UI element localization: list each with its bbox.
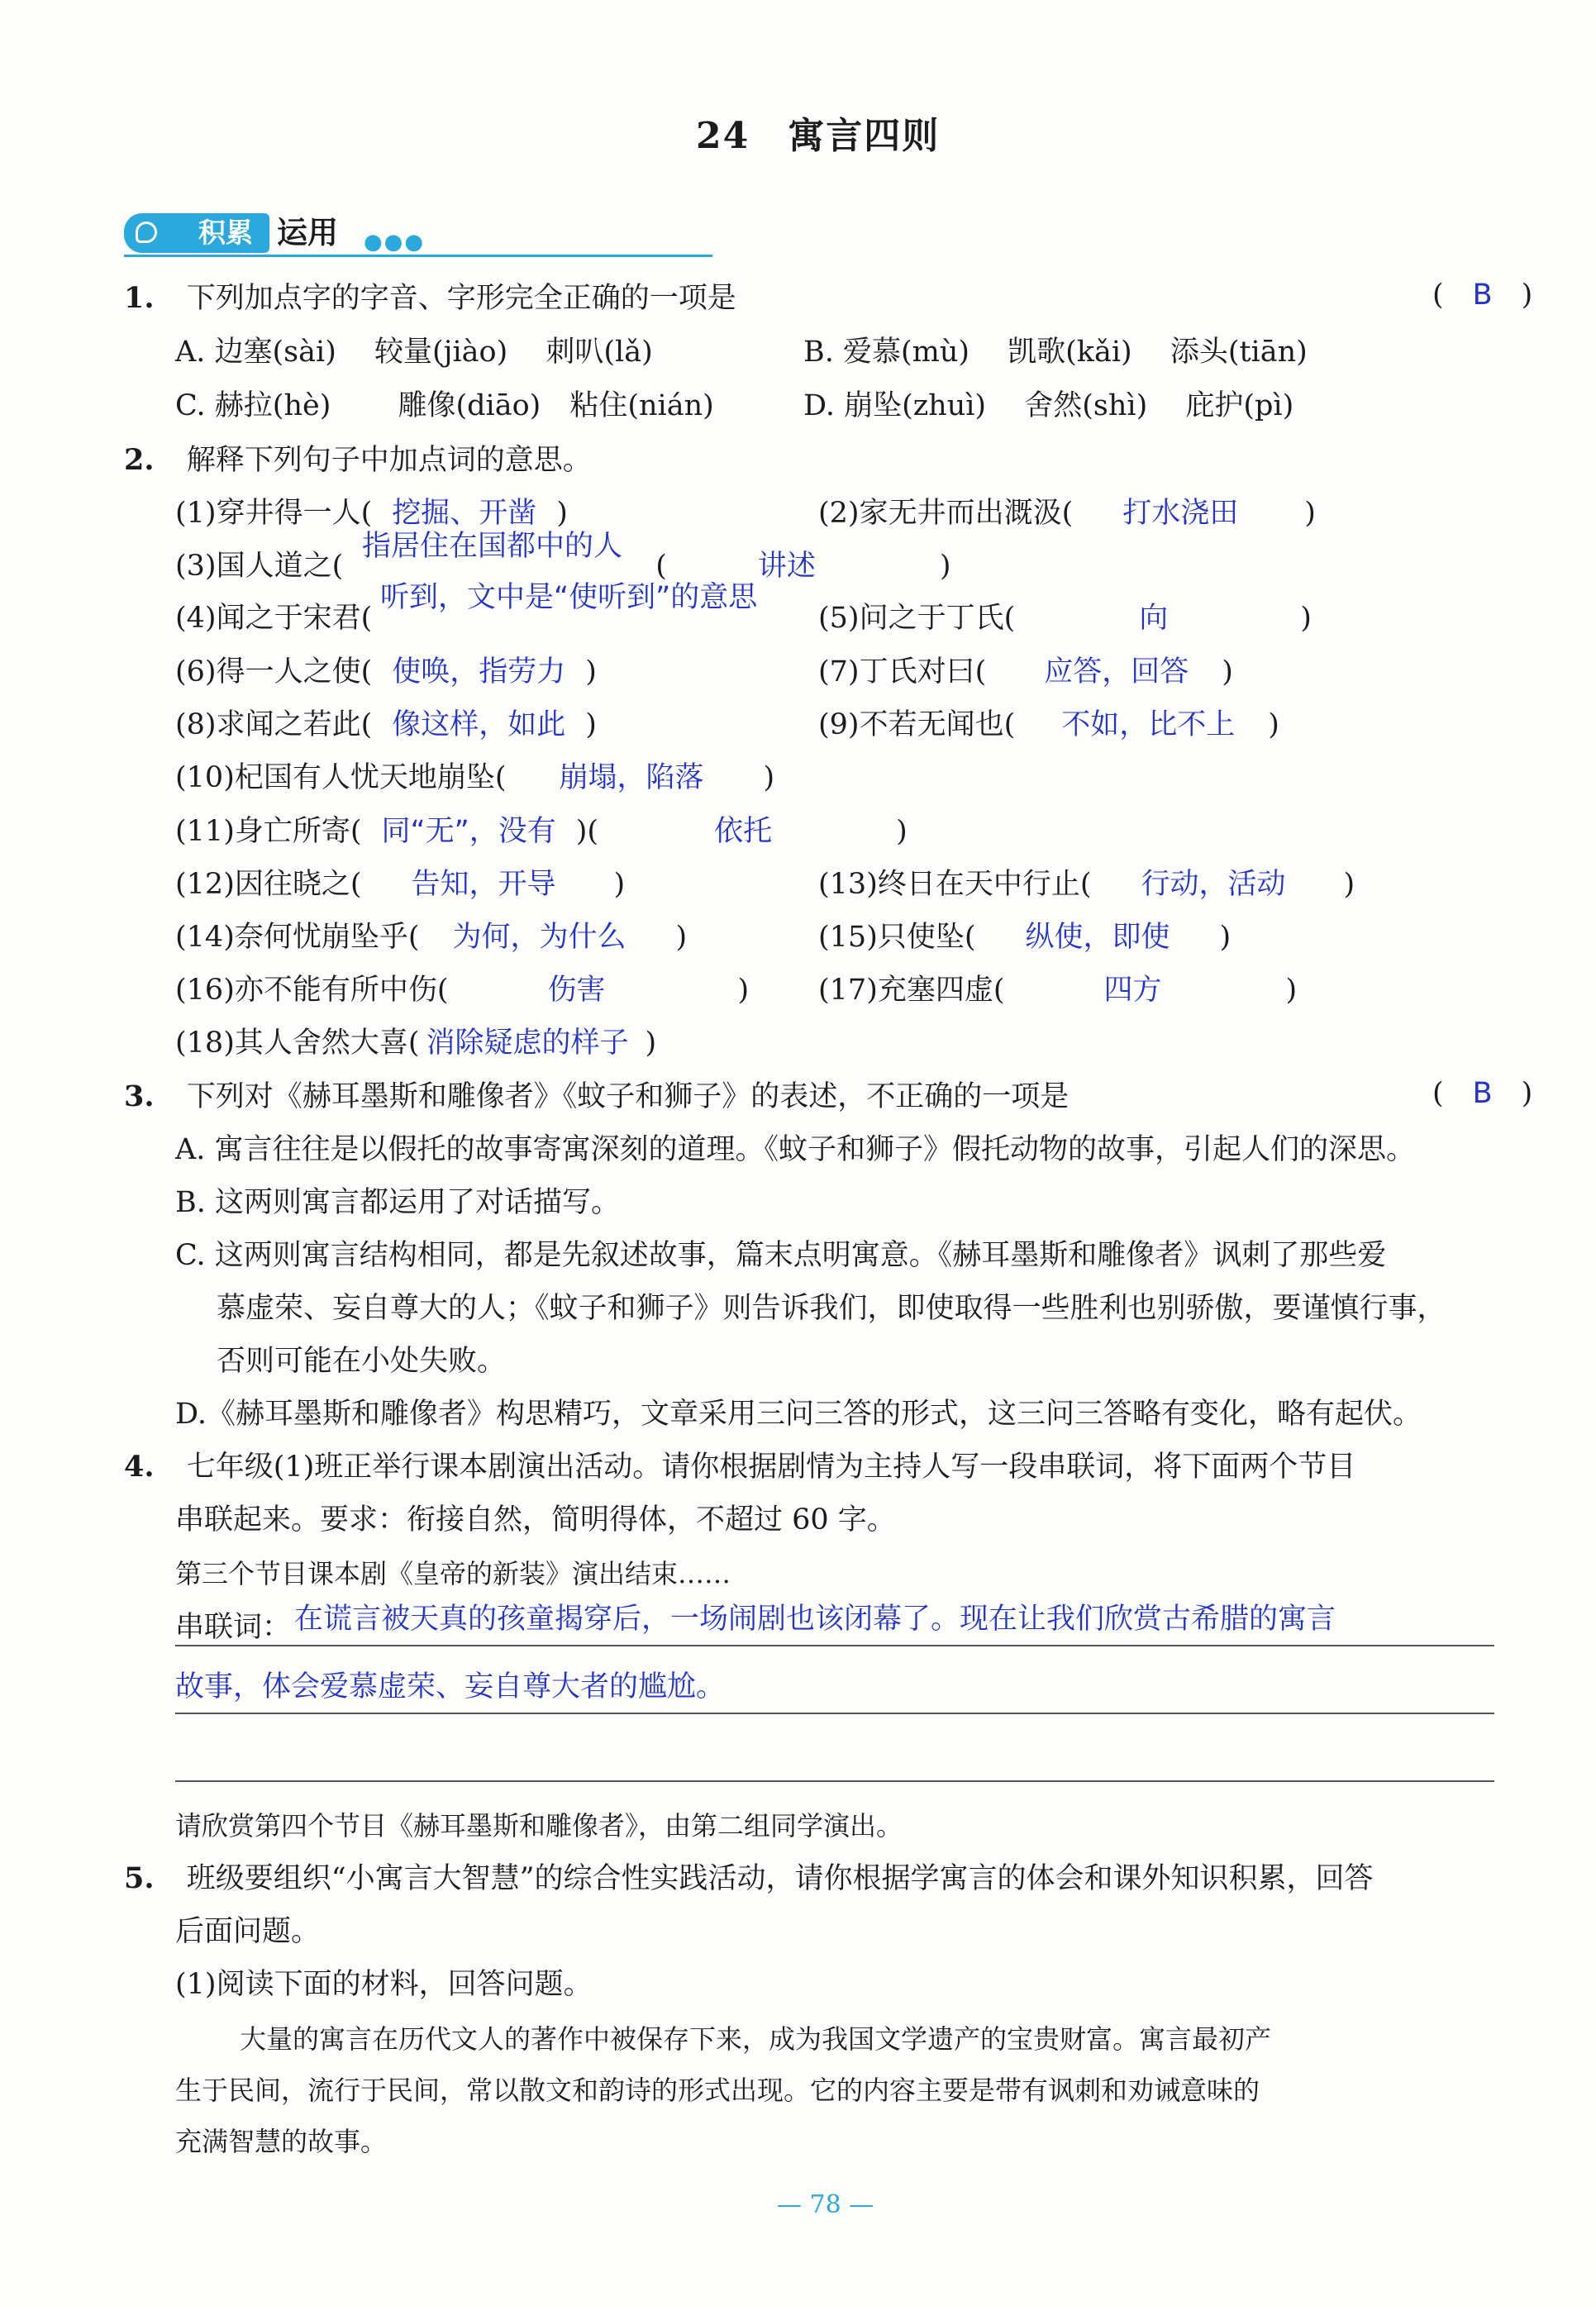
q3-option-d: D.《赫耳墨斯和雕像者》构思精巧，文章采用三问三答的形式，这三问三答略有变化，略有起伏。 bbox=[175, 1398, 1422, 1431]
q2-item-13: (13)终日在天中行止( 行动，活动 ) bbox=[818, 868, 1355, 901]
item-text: (2)家无井而出溉汲( bbox=[818, 497, 1074, 530]
question-stem: 解释下列句子中加点词的意思。 bbox=[186, 444, 592, 477]
item-answer: 同“无”，没有 bbox=[381, 815, 556, 848]
question-number: 3. bbox=[124, 1079, 155, 1113]
item-text: (10)杞国有人忧天地崩坠( bbox=[175, 761, 507, 794]
item-text: (13)终日在天中行止( bbox=[818, 868, 1092, 901]
item-text: (12)因往晓之( bbox=[175, 868, 362, 901]
answer-choice: B bbox=[1472, 279, 1493, 312]
section-header bbox=[124, 213, 712, 255]
section-badge bbox=[124, 213, 269, 253]
q2-item-4-answer: 听到，文中是“使听到”的意思 bbox=[380, 581, 758, 614]
item-answer: 四方 bbox=[1103, 974, 1162, 1007]
question-3 bbox=[124, 1079, 1069, 1114]
question-stem: 班级要组织“小寓言大智慧”的综合性实践活动，请你根据学寓言的体会和课外知识积累，回答 bbox=[186, 1862, 1374, 1895]
q2-item-17: (17)充塞四虚( 四方 ) bbox=[818, 974, 1298, 1007]
question-4 bbox=[124, 1450, 1355, 1484]
q2-item-9: (9)不若无闻也( 不如，比不上 ) bbox=[818, 708, 1279, 741]
question-number: 4. bbox=[124, 1450, 155, 1484]
q2-item-7: (7)丁氏对曰( 应答，回答 ) bbox=[818, 655, 1233, 688]
item-answer: 向 bbox=[1139, 602, 1169, 635]
item-text: (8)求闻之若此( bbox=[175, 708, 373, 741]
q2-item-3: (3)国人道之( ( 讲述 ) bbox=[175, 550, 951, 583]
question-stem: 七年级(1)班正举行课本剧演出活动。请你根据剧情为主持人写一段串联词，将下面两个节目 bbox=[186, 1451, 1356, 1484]
q2-item-3-answer-1: 指居住在国都中的人 bbox=[362, 530, 623, 563]
item-text: (18)其人舍然大喜( bbox=[175, 1027, 420, 1060]
option-b: B. 爱慕(mù) 凯歌(kǎi) 添头(tiān) bbox=[803, 336, 1308, 369]
q2-item-5: (5)问之于丁氏( 向 ) bbox=[818, 602, 1312, 635]
item-text: (7)丁氏对曰( bbox=[818, 655, 987, 688]
script-before: 第三个节目课本剧《皇帝的新装》演出结束…… bbox=[175, 1558, 731, 1589]
q2-item-10: (10)杞国有人忧天地崩坠( 崩塌，陷落 ) bbox=[175, 761, 775, 794]
page-title: 24 寓言四则 bbox=[696, 115, 941, 157]
item-answer: 应答，回答 bbox=[1044, 655, 1189, 688]
item-answer: 不如，比不上 bbox=[1061, 708, 1236, 741]
q3-option-b: B. 这两则寓言都运用了对话描写。 bbox=[175, 1186, 620, 1219]
item-answer-2: 依托 bbox=[714, 815, 773, 848]
item-answer: 消除疑虑的样子 bbox=[426, 1027, 629, 1060]
item-answer: 为何，为什么 bbox=[452, 921, 626, 954]
answer-line-3 bbox=[175, 1780, 1494, 1782]
item-answer: 挖掘、开凿 bbox=[392, 497, 537, 530]
question-1 bbox=[124, 281, 736, 316]
item-text: (6)得一人之使( bbox=[175, 655, 373, 688]
item-answer: 崩塌，陷落 bbox=[559, 761, 704, 794]
q2-item-4 bbox=[175, 601, 372, 636]
question-5 bbox=[124, 1861, 1373, 1896]
answer-paren: ( B ) bbox=[1432, 279, 1533, 312]
q2-item-16: (16)亦不能有所中伤( 伤害 ) bbox=[175, 974, 750, 1007]
material-line-3: 充满智慧的故事。 bbox=[175, 2126, 388, 2157]
q2-item-18: (18)其人舍然大喜( 消除疑虑的样子 ) bbox=[175, 1027, 657, 1060]
q3-option-a: A. 寓言往往是以假托的故事寄寓深刻的道理。《蚊子和狮子》假托动物的故事，引起人们的深思。 bbox=[175, 1133, 1416, 1166]
q3-option-c-line2: 慕虚荣、妄自尊大的人；《蚊子和狮子》则告诉我们，即使取得一些胜利也别骄傲，要谨慎行事， bbox=[217, 1292, 1446, 1325]
badge-icon bbox=[136, 222, 157, 243]
q2-item-14: (14)奈何忧崩坠乎( 为何，为什么 ) bbox=[175, 921, 688, 954]
item-text: (11)身亡所寄( bbox=[175, 815, 362, 848]
question-stem-2: 串联起来。要求：衔接自然，简明得体，不超过 60 字。 bbox=[175, 1503, 896, 1537]
q2-item-1: (1)穿井得一人( 挖掘、开凿 ) bbox=[175, 497, 568, 530]
material-line-2: 生于民间，流行于民间，常以散文和韵诗的形式出现。它的内容主要是带有讽刺和劝诫意味的 bbox=[175, 2075, 1260, 2106]
answer-paren: ( B ) bbox=[1432, 1077, 1533, 1110]
q2-item-15: (15)只使坠( 纵使，即使 ) bbox=[818, 921, 1232, 954]
answer-choice: B bbox=[1472, 1077, 1493, 1110]
item-text: (17)充塞四虚( bbox=[818, 974, 1005, 1007]
q2-item-8: (8)求闻之若此( 像这样，如此 ) bbox=[175, 708, 597, 741]
question-number: 2. bbox=[124, 443, 155, 477]
item-text: (1)穿井得一人( bbox=[175, 497, 373, 530]
item-answer: 行动，活动 bbox=[1141, 868, 1286, 901]
option-d: D. 崩坠(zhuì) 舍然(shì) 庇护(pì) bbox=[803, 389, 1294, 422]
q2-item-11: (11)身亡所寄( 同“无”，没有 )( 依托 ) bbox=[175, 815, 908, 848]
question-2 bbox=[124, 443, 592, 478]
item-answer: 打水浇田 bbox=[1122, 497, 1239, 530]
answer-line-1 bbox=[175, 1645, 1494, 1646]
answer-line-2 bbox=[175, 1713, 1494, 1714]
section-dots-icon: ●●● bbox=[364, 230, 426, 255]
item-answer: 伤害 bbox=[547, 974, 606, 1007]
item-text: (4)闻之于宋君( bbox=[175, 602, 373, 635]
link-answer-2: 故事，体会爱慕虚荣、妄自尊大者的尴尬。 bbox=[175, 1670, 726, 1703]
item-answer: 像这样，如此 bbox=[392, 708, 566, 741]
section-word: 运用 bbox=[277, 215, 338, 250]
question-number: 5. bbox=[124, 1861, 155, 1895]
item-text: (5)问之于丁氏( bbox=[818, 602, 1016, 635]
item-text: (16)亦不能有所中伤( bbox=[175, 974, 449, 1007]
item-text: (3)国人道之( bbox=[175, 550, 344, 583]
q3-option-c-line3: 否则可能在小处失败。 bbox=[217, 1345, 507, 1378]
question-stem: 下列对《赫耳墨斯和雕像者》《蚊子和狮子》的表述，不正确的一项是 bbox=[186, 1080, 1070, 1113]
script-after: 请欣赏第四个节目《赫耳墨斯和雕像者》，由第二组同学演出。 bbox=[175, 1810, 903, 1841]
q2-item-2: (2)家无井而出溉汲( 打水浇田 ) bbox=[818, 497, 1316, 530]
sub-question: (1)阅读下面的材料，回答问题。 bbox=[175, 1968, 593, 2001]
item-text: (15)只使坠( bbox=[818, 921, 976, 954]
section-underline bbox=[124, 255, 712, 257]
item-answer: 使唤，指劳力 bbox=[392, 655, 566, 688]
question-stem-2: 后面问题。 bbox=[175, 1915, 321, 1948]
q3-option-c-line1: C. 这两则寓言结构相同，都是先叙述故事，篇末点明寓意。《赫耳墨斯和雕像者》讽刺了那些爱 bbox=[175, 1239, 1387, 1272]
q2-item-12: (12)因往晓之( 告知，开导 ) bbox=[175, 868, 626, 901]
item-text: (14)奈何忧崩坠乎( bbox=[175, 921, 420, 954]
page-number: — 78 — bbox=[777, 2190, 874, 2219]
item-text: (9)不若无闻也( bbox=[818, 708, 1016, 741]
question-stem: 下列加点字的字音、字形完全正确的一项是 bbox=[186, 282, 736, 315]
option-c: C. 赫拉(hè) 雕像(diāo) 粘住(nián) bbox=[175, 389, 714, 422]
link-label: 串联词： bbox=[175, 1611, 292, 1644]
q2-item-6: (6)得一人之使( 使唤，指劳力 ) bbox=[175, 655, 597, 688]
section-badge-label: 积累 bbox=[198, 217, 253, 249]
link-answer-1: 在谎言被天真的孩童揭穿后，一场闹剧也该闭幕了。现在让我们欣赏古希腊的寓言 bbox=[294, 1603, 1336, 1636]
material-line-1: 大量的寓言在历代文人的著作中被保存下来，成为我国文学遗产的宝贵财富。寓言最初产 bbox=[240, 2023, 1272, 2055]
item-answer: 讲述 bbox=[757, 550, 816, 583]
item-answer: 告知，开导 bbox=[411, 868, 556, 901]
item-answer: 纵使，即使 bbox=[1025, 921, 1170, 954]
option-a: A. 边塞(sài) 较量(jiào) 刺叭(lǎ) bbox=[175, 336, 653, 369]
question-number: 1. bbox=[124, 281, 155, 315]
